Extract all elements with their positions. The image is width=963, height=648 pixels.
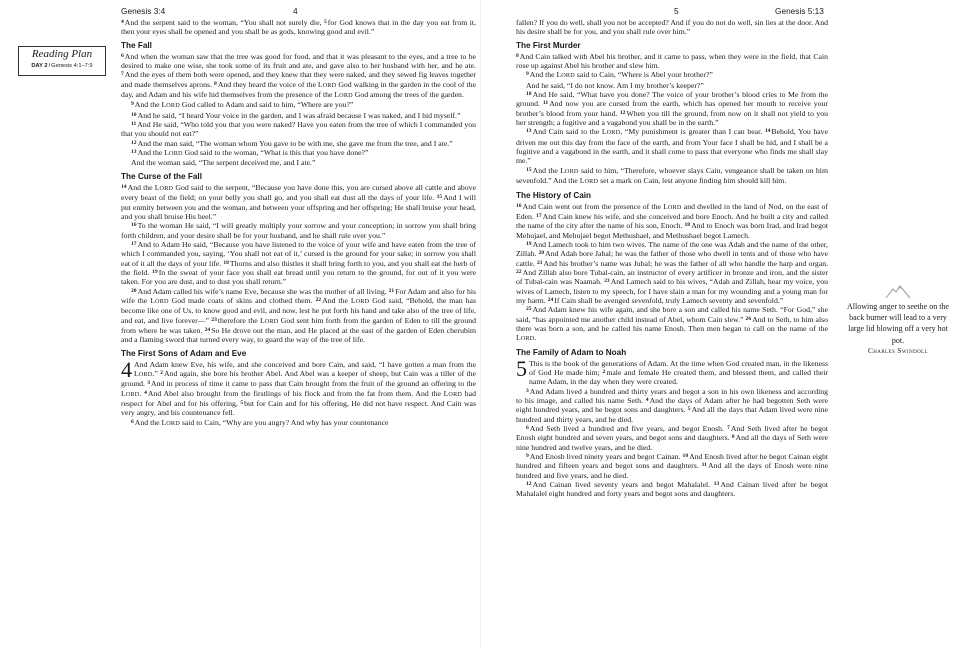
sidebar-quote-text: Allowing anger to seethe on the back burner will lead to a very large lid blowing off a very hot pot. (847, 302, 949, 345)
verse-para (516, 70, 828, 80)
verse-text: And the eyes of them both were opened, and they knew that they were naked, and they sewed fig leaves together and made themselves aprons. (121, 70, 476, 89)
verse-text: And all the days of Seth were nine hundred and twelve years, and he died. (516, 433, 829, 452)
heading-first-sons: The First Sons of Adam and Eve (121, 348, 247, 358)
verse-para: And he said, “I do not know. Am I my brother’s keeper?” (526, 80, 704, 90)
verse-number: 9 (526, 453, 529, 460)
verse-text: And now you are cursed from the earth, which has opened her mouth to receive your brother’s blood from your hand. (516, 99, 828, 118)
verse-text: And Zillah also bore Tubal-cain, an instructor of every artificer in bronze and iron, and the sister of Tubal-cain was Naamah. (516, 267, 828, 287)
left-page-number: 4 (293, 6, 298, 16)
verse-text: And Cainan lived seventy years and begot Mahalalel. (532, 480, 714, 490)
reading-plan-title: Reading Plan (31, 48, 93, 60)
verse-text: And Cain went out from the presence of the LORD and dwelled in the land of Nod, on the east of Eden. (516, 201, 829, 221)
verse-text: And the days of Adam after he had begotten Seth were eight hundred years, and he begot sons and daughters. (516, 396, 828, 415)
verse-text: And Lamech said to his wives, “Adah and Zillah, hear my voice, you wives of Lamech, listen to my speech, for I have slain a man for my wounding and a young man for my harm. (516, 277, 829, 305)
verse-continuation: fallen? If you do well, shall you not be accepted? And if you do not do well, sin lies at the door. And his desire shall be for you, and you shall rule over him.” (516, 18, 828, 37)
verse-para (121, 148, 476, 158)
verse-para (516, 480, 828, 499)
reading-plan-separator: / (48, 63, 51, 69)
verse-text: therefore the LORD God sent him forth from the garden of Eden to till the ground from where he was taken. (121, 315, 477, 335)
verse-text: And to Enoch was born Irad, and Irad begot Mehujael, and Mehujael begot Methushael, and Methushael begot Lamech. (516, 221, 829, 240)
verse-number: 11 (131, 121, 137, 128)
verse-number: 5 (687, 406, 691, 413)
verse-text: And He said, “What have you done? The voice of your brother’s blood cries to Me from the ground. (516, 90, 828, 109)
verse-text: This is the book of the generations of Adam. At the time when God created man, in the likeness of God He made him; (529, 358, 828, 377)
verse-text: For Adam and also for his wife the LORD God made coats of skins and clothed them. (121, 286, 476, 305)
verse-text: In the sweat of your face you shall eat bread until you return to the ground, for out of it you were taken. For you are dust, and to dust you shall return.” (121, 267, 477, 287)
verse-number: 5 (324, 19, 327, 25)
verse-para (121, 52, 476, 101)
verse-para (516, 90, 828, 127)
verse-text: male and female He created them, and blessed them, and called their name Adam, in the day when they were created. (529, 368, 828, 387)
verse-text: And Adam called his wife’s name Eve, because she was the mother of all living. (137, 286, 389, 296)
verse-para (516, 305, 828, 343)
verse-number: 21 (388, 287, 395, 294)
sidebar-quote-author: Charles Swindoll (867, 345, 929, 355)
verse-number: 26 (745, 315, 752, 322)
verse-text: And Abel also brought from the firstlings of his flock and from the fat from them. And the LORD had respect for Abel and for his offering, (121, 388, 476, 409)
verse-text: And they heard the voice of the LORD God walking in the garden in the cool of the day, and Adam and his wife hid themselves from the presence of the LORD God among the trees of the garden. (121, 79, 476, 100)
verse-text: And when the woman saw that the tree was good for food, and that it was pleasant to the eyes, and a tree to be desired to make one wise, she took some of its fruit and ate, and gave also to her husband with her, and he ate. (121, 51, 476, 71)
verse-para (121, 111, 476, 120)
verse-number: 2 (160, 370, 163, 376)
verse-text: And the serpent said to the woman, “You shall not surely die, (124, 18, 324, 27)
heading-curse-of-the-fall: The Curse of the Fall (121, 171, 202, 181)
verse-number: 3 (526, 387, 529, 394)
verse-text: And Lamech took to him two wives. The name of the one was Adah and the name of the other, Zillah. (516, 239, 828, 259)
verse-number: 12 (131, 139, 137, 146)
verse-number: 8 (214, 80, 217, 87)
verse-number: 6 (131, 418, 134, 425)
verse-text: And Adam knew Eve, his wife, and she conceived and bore Cain, and said, “I have gotten a man from the LORD.” (134, 359, 476, 378)
verse-number: 6 (121, 52, 124, 59)
left-text-column (121, 18, 476, 428)
verse-number: 22 (516, 268, 522, 275)
verse-text: And all the days of Enosh were nine hundred and five years, and he died. (516, 461, 829, 480)
reading-plan-passage: Genesis 4:1–7:9 (51, 63, 93, 69)
verse-para (121, 221, 476, 240)
verse-para-chapter-5 (516, 355, 828, 387)
chapter-number-4: 4 (121, 356, 132, 382)
mountain-icon (885, 283, 911, 299)
verse-text: And the LORD said to Cain, “Where is Abel your brother?” (529, 70, 713, 80)
verse-text: And the LORD God said, “Behold, the man has become like one of Us, to know good and evil, and now, lest he put forth his hand and take also of the tree of life, and eat, and live forever—” (121, 295, 476, 325)
verse-number: 23 (604, 278, 610, 285)
verse-number: 17 (131, 240, 137, 247)
verse-para: And the woman said, “The serpent deceived me, and I ate.” (131, 158, 316, 168)
verse-text: When you till the ground, from now on it shall not yield to you her strength; a fugitive and a vagabond you shall be in the earth.” (516, 108, 828, 128)
verse-para (121, 183, 476, 221)
verse-number: 15 (436, 194, 443, 201)
verse-text: And Adah bore Jabal; he was the father of those who dwell in tents and of those who have cattle. (516, 249, 828, 268)
verse-para (516, 127, 828, 165)
verse-text: And Seth lived a hundred and five years, and begot Enosh. (529, 424, 728, 434)
verse-number: 14 (764, 128, 771, 135)
verse-text: And Cain said to the LORD, “My punishment is greater than I can bear. (532, 127, 765, 137)
right-page-number: 5 (674, 6, 679, 16)
verse-number: 3 (147, 380, 150, 387)
verse-para (516, 240, 828, 305)
verse-text: And Cain knew his wife, and she conceived and bore Enoch. And he built a city and called the name of the city after the name of his son, Enoch. (516, 211, 828, 231)
verse-text: And the LORD God said to the woman, “What is this that you have done?” (137, 148, 369, 158)
verse-text: And all the days that Adam lived were nine hundred and thirty years, and he died. (516, 405, 828, 424)
verse-para (516, 387, 828, 424)
verse-number: 18 (684, 222, 691, 229)
verse-text: And the man said, “The woman whom You gave to be with me, she gave me from the tree, and I ate.” (137, 138, 453, 148)
verse-number: 10 (682, 453, 689, 460)
verse-number: 14 (121, 183, 127, 190)
reading-plan-day: DAY 2 (31, 63, 48, 69)
verse-number: 24 (547, 296, 554, 303)
sidebar-quote (845, 283, 951, 355)
verse-text: And Cain talked with Abel his brother, and it came to pass, when they were in the field, that Cain rose up against Abel his brother and slew him. (516, 51, 828, 71)
verse-number: 12 (619, 109, 626, 116)
verse-number: 23 (211, 316, 217, 323)
verse-text: And the LORD said to him, “Therefore, whoever slays Cain, vengeance shall be taken on him sevenfold.” And the LORD set a mark on Cain, lest anyone finding him should kill him. (516, 165, 828, 186)
heading-family-adam-to-noah: The Family of Adam to Noah (516, 347, 627, 357)
verse-text: And the LORD said to Cain, “Why are you angry? And why has your countenance (134, 417, 389, 427)
verse-number: 15 (526, 166, 532, 173)
reading-plan-box (18, 46, 106, 76)
verse-text: And Seth lived after he begot Enosh eight hundred and seven years, and begot sons and daughters. (516, 424, 828, 443)
verse-text: If Cain shall be avenged sevenfold, truly Lamech seventy and sevenfold.” (554, 295, 784, 305)
verse-number: 8 (516, 52, 519, 59)
verse-number: 2 (602, 369, 606, 375)
verse-text: Behold, You have driven me out this day from the face of the earth, and from Your face I shall be hid, and I shall be a fugitive and a vagabond in the earth, and it shall come to pass that everyone who finds me shall slay me.” (516, 127, 828, 166)
verse-text: And to Adam He said, “Because you have listened to the voice of your wife and have eaten from the tree of which I commanded you, saying, ‘You shall not eat of it,’ cursed is the ground for your sake; in sorrow you shall eat of it all the days of your life. (121, 239, 476, 268)
verse-para (516, 52, 828, 71)
heading-history-of-cain: The History of Cain (516, 190, 592, 200)
verse-number: 17 (536, 212, 542, 219)
verse-number: 5 (240, 400, 244, 407)
verse-number: 16 (131, 222, 137, 229)
verse-para (121, 100, 476, 110)
verse-para (121, 240, 476, 287)
verse-number: 25 (526, 306, 532, 313)
right-page (481, 0, 963, 648)
verse-number: 9 (131, 101, 134, 108)
verse-number: 9 (526, 71, 529, 78)
verse-number: 11 (701, 462, 707, 469)
verse-para (121, 120, 476, 139)
left-running-head: Genesis 3:4 (121, 6, 166, 16)
verse-text: And he said, “I heard Your voice in the garden, and I was afraid because I was naked, and I hid myself.” (137, 110, 461, 120)
verse-number: 12 (526, 481, 532, 488)
verse-number: 13 (131, 149, 137, 156)
verse-number: 20 (538, 250, 545, 257)
verse-text: Thorns and also thistles it shall bring forth to you, and you shall eat the herb of the field. (121, 258, 476, 277)
verse-number: 21 (536, 259, 543, 266)
verse-text: And Enosh lived ninety years and begot Cainan. (529, 452, 683, 462)
verse-text: And Cainan lived after he begot Mahalalel eight hundred and forty years and begot sons and daughters. (516, 480, 828, 499)
verse-para-chapter-4 (121, 356, 476, 418)
verse-number: 10 (526, 91, 532, 98)
verse-number: 13 (526, 128, 532, 135)
verse-text: And I will put enmity between you and the woman, and between your offspring and her offspring; He shall bruise your head, and you shall bruise His heel.” (121, 193, 476, 221)
reading-plan-subtitle (19, 63, 105, 69)
verse-number: 4 (144, 389, 147, 396)
verse-text: And Adam knew his wife again, and she bore a son and called his name Seth. “For God,” she said, “has appointed me another child instead of Abel, whom Cain slew.” (516, 305, 828, 324)
verse-number: 22 (315, 296, 322, 303)
verse-text: And again, she bore his brother Abel. And Abel was a keeper of sheep, but Cain was a tiller of the ground. (121, 369, 476, 389)
verse-para (121, 18, 476, 37)
verse-text: And the LORD God said to the serpent, “Because you have done this, you are cursed above all cattle and above every beast of the field; on your belly you shall go, and you shall eat dust all the days of your life. (121, 182, 476, 203)
verse-text: for God knows that in the day you eat from it, then your eyes shall be opened and you shall be as gods, knowing good and evil.” (121, 18, 476, 37)
verse-para (121, 418, 476, 428)
verse-para (516, 424, 828, 452)
verse-number: 7 (727, 425, 730, 432)
verse-para (121, 287, 476, 345)
verse-text: And to Seth, to him also there was born a son, and he called his name Enosh. Then men began to call on the name of the LORD. (516, 314, 828, 343)
verse-number: 10 (131, 111, 137, 118)
verse-text: To the woman He said, “I will greatly multiply your sorrow and your conception; in sorrow you shall bring forth children, and your desire shall be for your husband, and he shall rule over you.” (121, 221, 476, 240)
right-running-head: Genesis 5:13 (775, 6, 824, 16)
verse-text: So He drove out the man, and He placed at the east of the garden of Eden cherubim and a flaming sword that turned every way, to guard the way of the tree of life. (121, 325, 477, 345)
verse-number: 8 (731, 434, 735, 441)
verse-number: 24 (204, 326, 211, 333)
verse-number: 13 (713, 481, 720, 488)
verse-number: 20 (131, 287, 137, 294)
verse-number: 19 (152, 268, 158, 275)
verse-para (516, 452, 828, 480)
heading-the-fall: The Fall (121, 40, 152, 50)
verse-text: And the LORD God called to Adam and said to him, “Where are you?” (134, 100, 354, 110)
verse-text: And in process of time it came to pass that Cain brought from the fruit of the ground an offering to the LORD. (121, 379, 476, 398)
verse-text: And He said, “Who told you that you were naked? Have you eaten from the tree of which I commanded you that you should not eat?” (121, 120, 476, 139)
verse-para (516, 166, 828, 187)
verse-number: 16 (516, 202, 522, 209)
verse-text: but for Cain and for his offering, He did not have respect. And Cain was very angry, and his countenance fell. (121, 399, 476, 418)
verse-number: 11 (542, 100, 549, 107)
verse-para (516, 202, 828, 240)
verse-text: And his brother’s name was Jubal; he was the father of all who handle the harp and organ. (543, 258, 829, 268)
verse-number: 7 (121, 71, 124, 78)
verse-text: And Adam lived a hundred and thirty years and begot a son in his own likeness and according to his image, and called his name Seth. (516, 386, 828, 406)
verse-number: 18 (223, 259, 229, 266)
verse-para (121, 139, 476, 148)
right-text-column (516, 18, 828, 499)
heading-first-murder: The First Murder (516, 40, 581, 50)
left-page (0, 0, 481, 648)
chapter-number-5: 5 (516, 355, 527, 381)
verse-number: 6 (526, 425, 529, 432)
verse-number: 4 (121, 19, 124, 25)
verse-text: And Enosh lived after he begot Cainan eight hundred and fifteen years and begot sons and daughters. (516, 452, 828, 471)
verse-number: 4 (645, 397, 649, 404)
verse-number: 19 (526, 240, 532, 247)
